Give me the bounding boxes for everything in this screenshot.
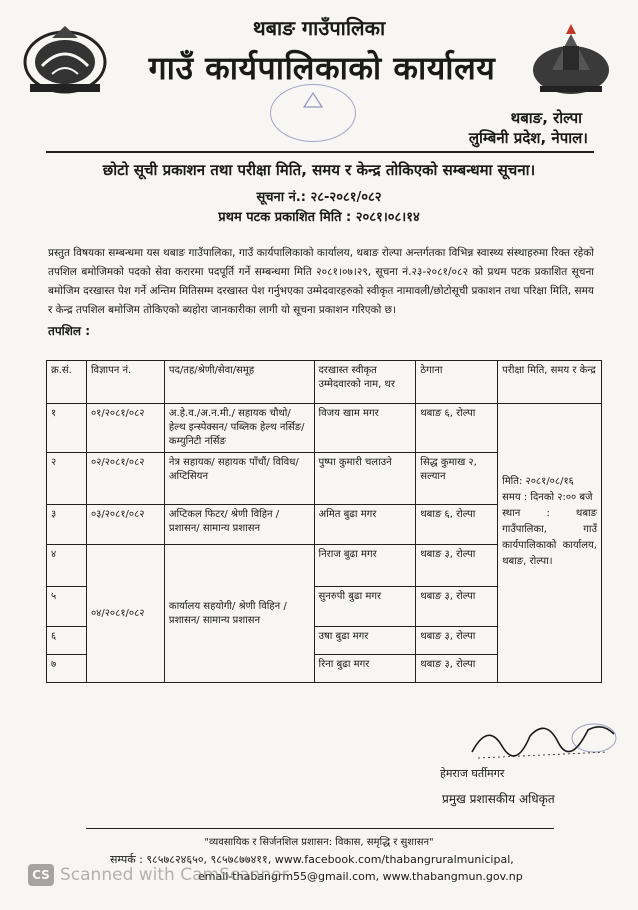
cell-post-group: कार्यालय सहयोगी/ श्रेणी विहिन / प्रशासन/ सामान्य प्रशासन [164, 545, 314, 683]
header-ad-no: विज्ञापन नं. [86, 361, 164, 404]
notice-body: प्रस्तुत विषयका सम्बन्धमा यस थबाङ गाउँपालिका, गाउँ कार्यपालिकाको कार्यालय, थबाङ रोल्पा अन्तर्गतका विभिन्न स्वास्थ्य संस्थाहरुमा रिक्त रहेको तपशिल बमोजिमको पदको सेवा करारमा पदपूर्ति गर्ने सम्बन्धमा मिति २०८१।०७।२९, सूचना नं.२३-२०८१/०८२ को प्रथम पटक प्रकाशित सूचना बमोजिम दरखास्त पेश गर्ने अन्तिम मितिसम्म दरखास्त पेश गर्नुभएका उम्मेदवारहरुको स्वीकृत नामावली/छोटोसूची प्रकाशन तथा परिक्षा मिति, समय र केन्द्र तपशिल बमोजिम तोकिएको ब्यहोरा जानकारीका लागी यो सूचना प्रकाशन गरिएको छ। [48, 247, 594, 316]
cell-address: थबाङ ३, रोल्पा [416, 545, 498, 587]
header-divider [46, 151, 594, 153]
stamp-emblem-icon [302, 91, 324, 109]
signature-mark-icon [468, 712, 618, 762]
office-title: गाउँ कार्यपालिकाको कार्यालय [148, 49, 496, 87]
office-stamp [270, 84, 356, 142]
cell-address: सिद्ध कुमाख २, सल्यान [416, 453, 498, 505]
exam-venue: स्थान : थबाङ गाउँपालिका, गाउँ कार्यपालिकाको कार्यालय, थबाङ, रोल्पा। [502, 508, 597, 567]
cell-sn: ६ [47, 627, 87, 655]
cell-ad-no: ०३/२०८१/०८२ [86, 505, 164, 545]
cell-address: थबाङ ६, रोल्पा [416, 404, 498, 453]
cell-candidate: निराज बुढा मगर [314, 545, 416, 587]
exam-schedule-cell [498, 404, 602, 683]
candidate-table [46, 360, 602, 683]
signer-name: हेमराज घर्तीमगर [440, 767, 505, 780]
notice-subject: छोटो सूची प्रकाशन तथा परीक्षा मिति, समय र केन्द्र तोकिएको सम्बन्धमा सूचना। [102, 161, 536, 179]
cell-post: अप्टिकल फिटर/ श्रेणी विहिन / प्रशासन/ सामान्य प्रशासन [164, 505, 314, 545]
cell-candidate: सुनरुपी बुढा मगर [314, 587, 416, 627]
cell-ad-no: ०२/२०८१/०८२ [86, 453, 164, 505]
exam-time: समय : दिनको २:०० बजे [502, 492, 593, 503]
cell-ad-no: ०१/२०८१/०८२ [86, 404, 164, 453]
cell-sn: २ [47, 453, 87, 505]
exam-date: मिति: २०८१/०८/१६ [502, 476, 574, 487]
footer-motto: "व्यवसायिक र सिर्जनशिल प्रशासन: विकास, समृद्धि र सुशासन" [204, 837, 434, 848]
scanner-watermark [28, 864, 289, 886]
signer-title: प्रमुख प्रशासकीय अधिकृत [442, 792, 555, 806]
contact-line-1: सम्पर्क : ९८५७८२४६५०, ९८५७८७७४११, www.facebook.com/thabangruralmunicipal, [110, 853, 514, 866]
table-header-row [47, 361, 602, 404]
cell-candidate: विजय खाम मगर [314, 404, 416, 453]
municipality-name: थबाङ गाउँपालिका [252, 16, 386, 40]
cell-candidate: अमित बुढा मगर [314, 505, 416, 545]
notice-number: सूचना नं.: २८-२०८१/०८२ [256, 190, 382, 205]
cell-address: थबाङ ३, रोल्पा [416, 627, 498, 655]
address-line-2: लुम्बिनी प्रदेश, नेपाल। [468, 129, 588, 147]
header-sn: क्र.सं. [47, 361, 87, 404]
cell-sn: ३ [47, 505, 87, 545]
schedule-heading: तपशिल : [48, 324, 91, 338]
cell-sn: ४ [47, 545, 87, 587]
cell-sn: १ [47, 404, 87, 453]
header-post: पद/तह/श्रेणी/सेवा/समूह [164, 361, 314, 404]
camscanner-logo-icon: CS [28, 864, 54, 886]
publication-date: प्रथम पटक प्रकाशित मिति : २०८१।०८।१४ [218, 210, 420, 225]
cell-address: थबाङ ३, रोल्पा [416, 655, 498, 683]
contact-line-2: email-thabangrm55@gmail.com, www.thabangmun.gov.np [198, 870, 523, 883]
header-exam: परीक्षा मिति, समय र केन्द्र [498, 361, 602, 404]
footer-divider [86, 828, 554, 829]
cell-sn: ५ [47, 587, 87, 627]
address-line-1: थबाङ, रोल्पा [510, 109, 582, 127]
cell-candidate: उषा बुढा मगर [314, 627, 416, 655]
header-candidate: दरखास्त स्वीकृत उम्मेदवारको नाम, थर [314, 361, 416, 404]
cell-address: थबाङ ३, रोल्पा [416, 587, 498, 627]
cell-candidate: पुष्पा कुमारी चलाउने [314, 453, 416, 505]
cell-ad-no-group: ०४/२०८१/०८२ [86, 545, 164, 683]
table-row [47, 404, 602, 453]
cell-post: अ.हे.व./अ.न.मी./ सहायक चौथो/ हेल्थ इन्स्पेक्सन/ पब्लिक हेल्थ नर्सिङ/ कम्युनिटी नर्सिङ [164, 404, 314, 453]
cell-post: नेत्र सहायक/ सहायक पाँचौं/ विविध/ अप्टिसियन [164, 453, 314, 505]
watermark-text: Scanned with CamScanner [60, 865, 289, 885]
cell-sn: ७ [47, 655, 87, 683]
header-address: ठेगाना [416, 361, 498, 404]
cell-address: थबाङ ६, रोल्पा [416, 505, 498, 545]
cell-candidate: रिना बुढा मगर [314, 655, 416, 683]
